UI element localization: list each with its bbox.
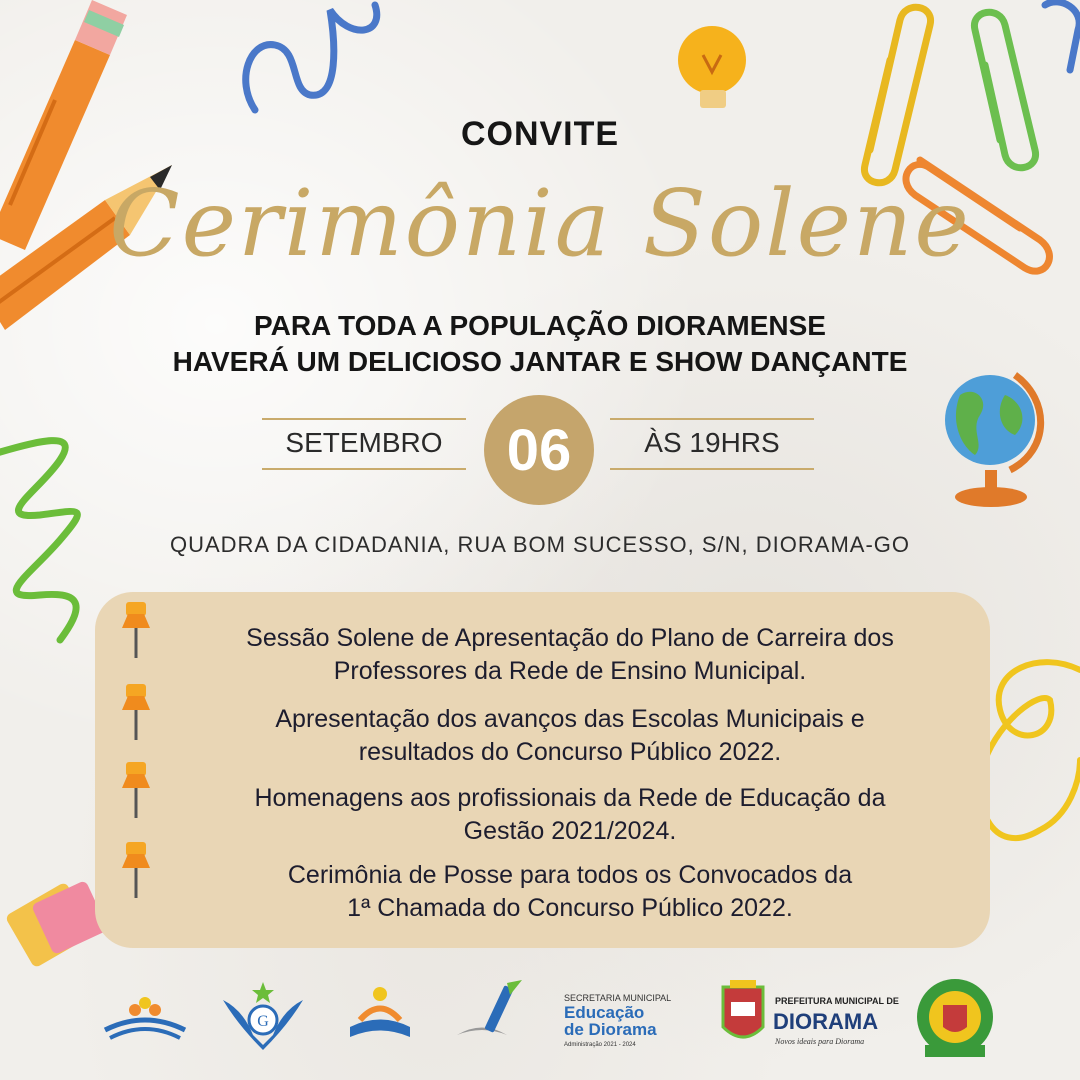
pushpin-icon bbox=[118, 600, 154, 662]
audience-line: PARA TODA A POPULAÇÃO DIORAMENSE bbox=[254, 310, 826, 341]
paperclip-icon bbox=[864, 7, 930, 182]
school-logo-g bbox=[218, 980, 308, 1055]
program-item bbox=[170, 782, 970, 848]
program-item-line: Sessão Solene de Apresentação do Plano de Carreira dos bbox=[246, 624, 894, 652]
prefeitura-big-text: DIORAMA bbox=[773, 1009, 879, 1034]
pushpin-icon bbox=[118, 760, 154, 822]
convite-label: CONVITE bbox=[460, 115, 620, 153]
prefeitura-small-text: PREFEITURA MUNICIPAL DE bbox=[775, 996, 899, 1006]
school-logo-ana bbox=[95, 975, 195, 1055]
prefeitura-slogan-text: Novos ideais para Diorama bbox=[775, 1037, 865, 1046]
school-logo-antonio bbox=[330, 972, 430, 1057]
ceremony-title: Cerimônia Solene bbox=[109, 170, 971, 277]
secretaria-big-text: Educação bbox=[564, 1003, 645, 1022]
program-item-line: Apresentação dos avanços das Escolas Municipais e bbox=[275, 705, 865, 733]
program-item-line: Professores da Rede de Ensino Municipal. bbox=[333, 657, 807, 685]
program-item-line: 1ª Chamada do Concurso Público 2022. bbox=[347, 894, 793, 922]
secretaria-small-text: SECRETARIA MUNICIPAL bbox=[564, 993, 672, 1003]
program-item-line: Cerimônia de Posse para todos os Convocados da bbox=[287, 861, 853, 889]
camara-municipal-seal bbox=[910, 975, 1000, 1060]
program-item bbox=[170, 622, 970, 688]
lightbulb-icon bbox=[678, 26, 746, 108]
dinner-line: HAVERÁ UM DELICIOSO JANTAR E SHOW DANÇANTE bbox=[172, 346, 908, 377]
globe-icon bbox=[945, 375, 1041, 507]
divider bbox=[610, 468, 814, 470]
divider bbox=[262, 468, 466, 470]
program-item-line: Gestão 2021/2024. bbox=[463, 817, 677, 845]
squiggle-icon bbox=[246, 5, 377, 110]
notebook-icon bbox=[5, 880, 109, 969]
paperclip-icon bbox=[1045, 2, 1079, 70]
divider bbox=[610, 418, 814, 420]
prefeitura-diorama-logo bbox=[715, 972, 900, 1057]
event-address: QUADRA DA CIDADANIA, RUA BOM SUCESSO, S/N, DIORAMA-GO bbox=[169, 532, 910, 557]
pushpin-icon bbox=[118, 840, 154, 902]
secretaria-admin-text: Administração 2021 - 2024 bbox=[564, 1042, 636, 1048]
secretaria-big-text-2: de Diorama bbox=[564, 1020, 657, 1039]
secretaria-educacao-logo bbox=[452, 975, 692, 1055]
program-item bbox=[170, 859, 970, 925]
divider bbox=[262, 418, 466, 420]
time-label: ÀS 19HRS bbox=[644, 427, 780, 458]
program-item-line: Homenagens aos profissionais da Rede de Educação da bbox=[254, 784, 886, 812]
pushpin-icon bbox=[118, 682, 154, 744]
program-item-line: resultados do Concurso Público 2022. bbox=[358, 738, 782, 766]
program-item bbox=[170, 703, 970, 769]
svg-text:G: G bbox=[257, 1013, 269, 1030]
month-label: SETEMBRO bbox=[285, 427, 443, 458]
scribble-icon bbox=[980, 662, 1080, 838]
day-badge: 06 bbox=[484, 395, 594, 505]
